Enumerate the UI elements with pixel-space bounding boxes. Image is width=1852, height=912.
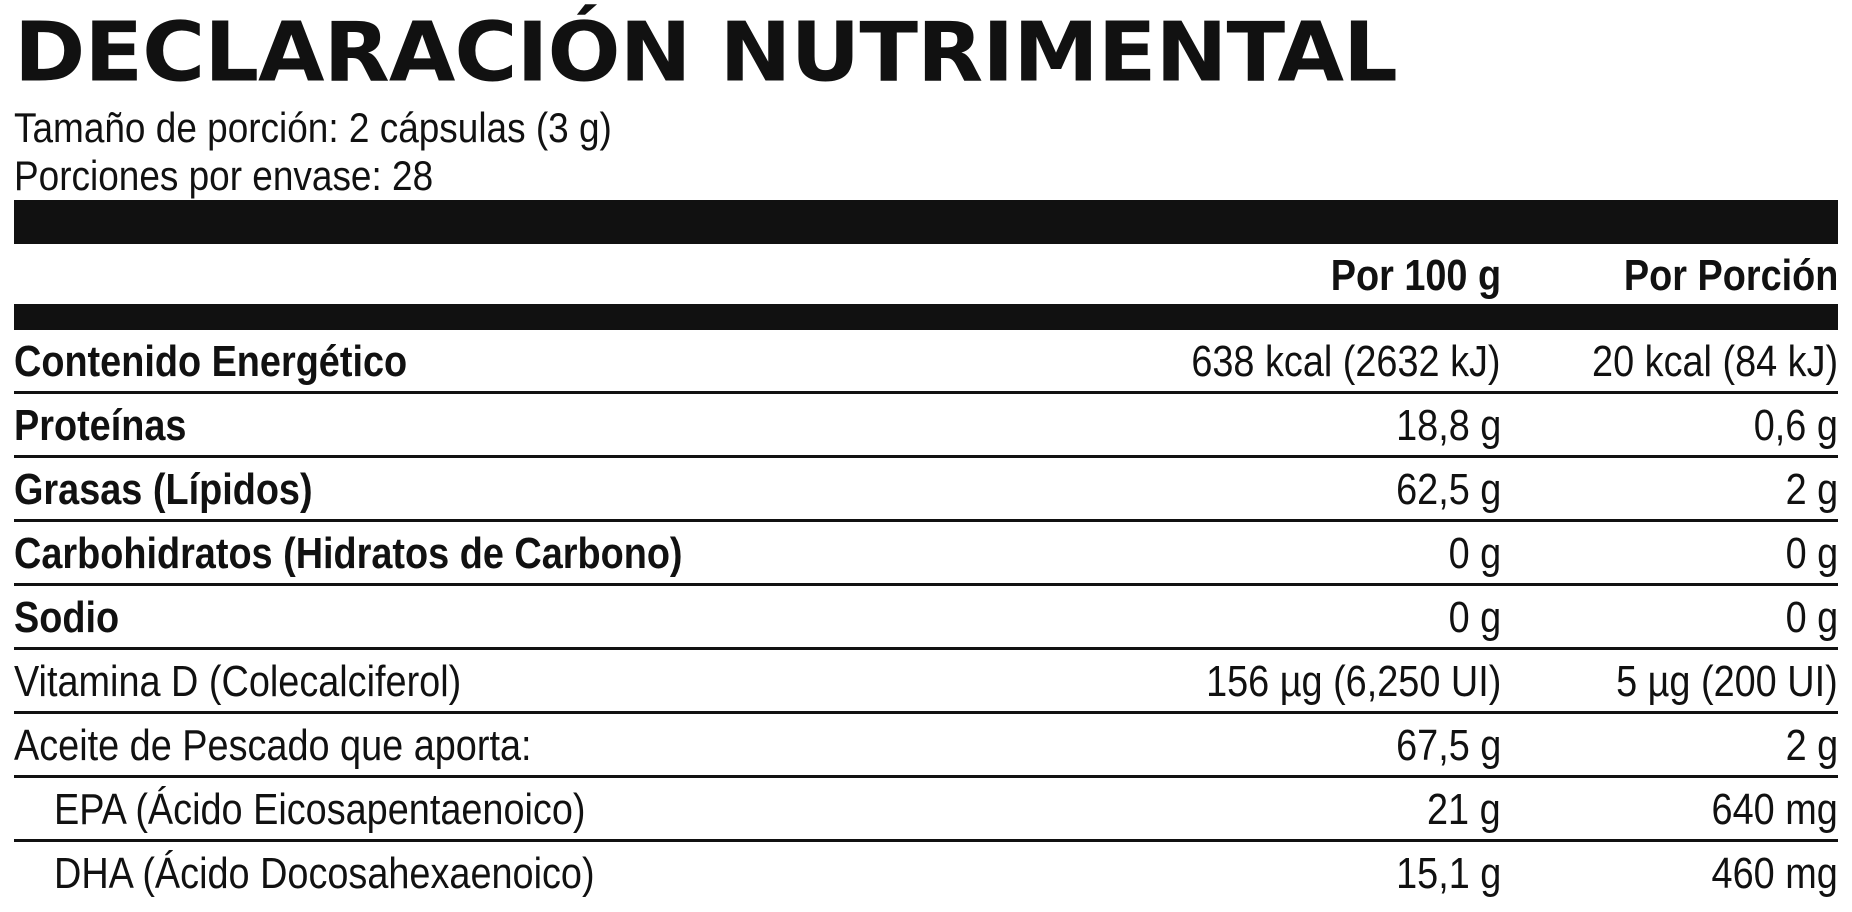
table-row <box>14 778 1838 842</box>
label-title: DECLARACIÓN NUTRIMENTAL <box>14 5 1397 101</box>
nutrition-label <box>14 0 1838 200</box>
value-per-100g: 62,5 g <box>1395 465 1501 514</box>
header-per-100g: Por 100 g <box>1330 251 1501 300</box>
value-per-serving: 5 µg (200 UI) <box>1616 657 1838 706</box>
nutrient-name: Vitamina D (Colecalciferol) <box>14 657 462 706</box>
nutrient-name: Contenido Energético <box>14 337 408 386</box>
table-row <box>14 586 1838 650</box>
table-row <box>14 714 1838 778</box>
nutrient-name: Sodio <box>14 593 120 642</box>
table-row <box>14 522 1838 586</box>
nutrient-name: Aceite de Pescado que aporta: <box>14 721 532 770</box>
value-per-100g: 156 µg (6,250 UI) <box>1205 657 1501 706</box>
nutrient-name: EPA (Ácido Eicosapentaenoico) <box>54 785 586 834</box>
servings-per-container: Porciones por envase: 28 <box>14 152 434 199</box>
table-row <box>14 650 1838 714</box>
value-per-100g: 638 kcal (2632 kJ) <box>1191 337 1501 386</box>
header-per-serving: Por Porción <box>1623 251 1838 300</box>
thick-divider <box>14 200 1838 244</box>
table-header <box>14 244 1838 304</box>
nutrient-table <box>14 330 1838 903</box>
nutrient-name: Proteínas <box>14 401 187 450</box>
table-row <box>14 458 1838 522</box>
table-row <box>14 394 1838 458</box>
nutrient-name: DHA (Ácido Docosahexaenoico) <box>54 849 595 898</box>
nutrient-name: Grasas (Lípidos) <box>14 465 313 514</box>
value-per-100g: 67,5 g <box>1395 721 1501 770</box>
value-per-serving: 2 g <box>1785 465 1838 514</box>
value-per-serving: 640 mg <box>1711 785 1838 834</box>
value-per-100g: 0 g <box>1448 593 1501 642</box>
table-row <box>14 842 1838 903</box>
value-per-100g: 0 g <box>1448 529 1501 578</box>
value-per-serving: 2 g <box>1785 721 1838 770</box>
value-per-100g: 15,1 g <box>1395 849 1501 898</box>
value-per-serving: 460 mg <box>1711 849 1838 898</box>
value-per-serving: 0 g <box>1785 593 1838 642</box>
nutrient-name: Carbohidratos (Hidratos de Carbono) <box>14 529 683 578</box>
value-per-100g: 21 g <box>1427 785 1501 834</box>
value-per-100g: 18,8 g <box>1395 401 1501 450</box>
value-per-serving: 0,6 g <box>1753 401 1838 450</box>
table-row <box>14 330 1838 394</box>
value-per-serving: 0 g <box>1785 529 1838 578</box>
header-divider <box>14 304 1838 330</box>
value-per-serving: 20 kcal (84 kJ) <box>1591 337 1838 386</box>
serving-size: Tamaño de porción: 2 cápsulas (3 g) <box>14 104 612 151</box>
